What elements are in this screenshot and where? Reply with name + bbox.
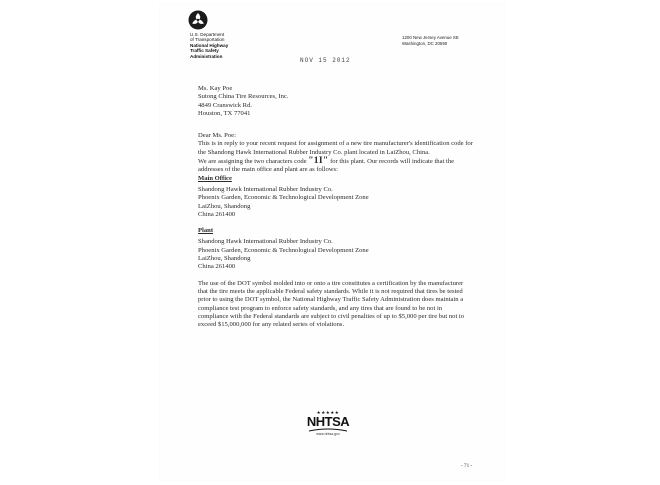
assignment-paragraph bbox=[198, 157, 473, 175]
main-office-line: China 261400 bbox=[198, 210, 236, 218]
main-office-section bbox=[198, 175, 473, 219]
administration-line: Administration bbox=[190, 53, 223, 59]
page-number: - 71 - bbox=[461, 463, 473, 469]
recipient-name: Ms. Kay Poe bbox=[198, 85, 233, 92]
department-line: of Transportation bbox=[190, 37, 225, 43]
nhtsa-url: www.nhtsa.gov bbox=[316, 432, 340, 436]
plant-section bbox=[198, 227, 473, 271]
nhtsa-logo-icon bbox=[302, 410, 354, 442]
recipient-company: Sutong China Tire Resources, Inc. bbox=[198, 93, 289, 101]
main-office-line: Phoenix Garden, Economic & Technological Development Zone bbox=[198, 194, 369, 202]
nhtsa-wordmark: NHTSA bbox=[306, 414, 350, 429]
administration-line: National Highway bbox=[190, 42, 229, 48]
recipient-city: Houston, TX 77041 bbox=[198, 109, 251, 117]
intro-paragraph: This is in reply to your recent request for assignment of a new tire manufacturer's identification code for the Shandong Hawk International Rubber Industry Co. plant located in LaiZhou, China. bbox=[198, 140, 473, 156]
administration-line: Traffic Safety bbox=[190, 48, 219, 54]
plant-line: Phoenix Garden, Economic & Technological Development Zone bbox=[198, 246, 369, 254]
closing-paragraph: The use of the DOT symbol molded into or onto a tire constitutes a certification by the manufacturer that the tire meets the applicable Federal safety standards. While it is not required that tires be tested prior to using the DOT symbol, the National Highway Traffic Safety Administration does maintain a compliance test program to enforce safety standards, and any tires that are found to be not in compliance with the Federal standards are subject to civil penalties of up to $5,000 per tire but not to exceed $15,000,000 for any related series of violations. bbox=[198, 279, 465, 329]
plant-line: China 261400 bbox=[198, 263, 236, 271]
agency-name bbox=[190, 32, 300, 59]
address-line: 1200 New Jersey Avenue SE bbox=[402, 35, 459, 40]
main-office-line: Shandong Hawk International Rubber Industry Co. bbox=[198, 185, 333, 193]
letter-body bbox=[198, 85, 473, 329]
stars-icon: ★★★★★ bbox=[316, 410, 340, 415]
department-line: U.S. Department bbox=[190, 32, 225, 37]
plant-line: LaiZhou, Shandong bbox=[198, 255, 251, 263]
plant-line: Shandong Hawk International Rubber Industry Co. bbox=[198, 238, 333, 246]
dot-triskelion-icon bbox=[188, 10, 208, 30]
salutation: Dear Ms. Poe: bbox=[198, 132, 236, 140]
plant-heading: Plant bbox=[198, 227, 214, 235]
recipient-street: 4849 Cranswick Rd. bbox=[198, 101, 253, 109]
recipient-address bbox=[198, 85, 473, 118]
assignment-text: We are assigning the two characters code bbox=[198, 158, 309, 166]
assignment-text: for this plant. Our records will indicate that the addresses of the main office and plant are as follows: bbox=[198, 158, 455, 174]
main-office-line: LaiZhou, Shandong bbox=[198, 202, 251, 210]
date-stamp: NOV 15 2012 bbox=[300, 57, 351, 64]
main-office-heading: Main Office bbox=[198, 174, 232, 182]
assigned-code: "1I" bbox=[308, 156, 329, 167]
address-line: Washington, DC 20590 bbox=[402, 40, 448, 46]
letterhead-address bbox=[402, 35, 502, 46]
